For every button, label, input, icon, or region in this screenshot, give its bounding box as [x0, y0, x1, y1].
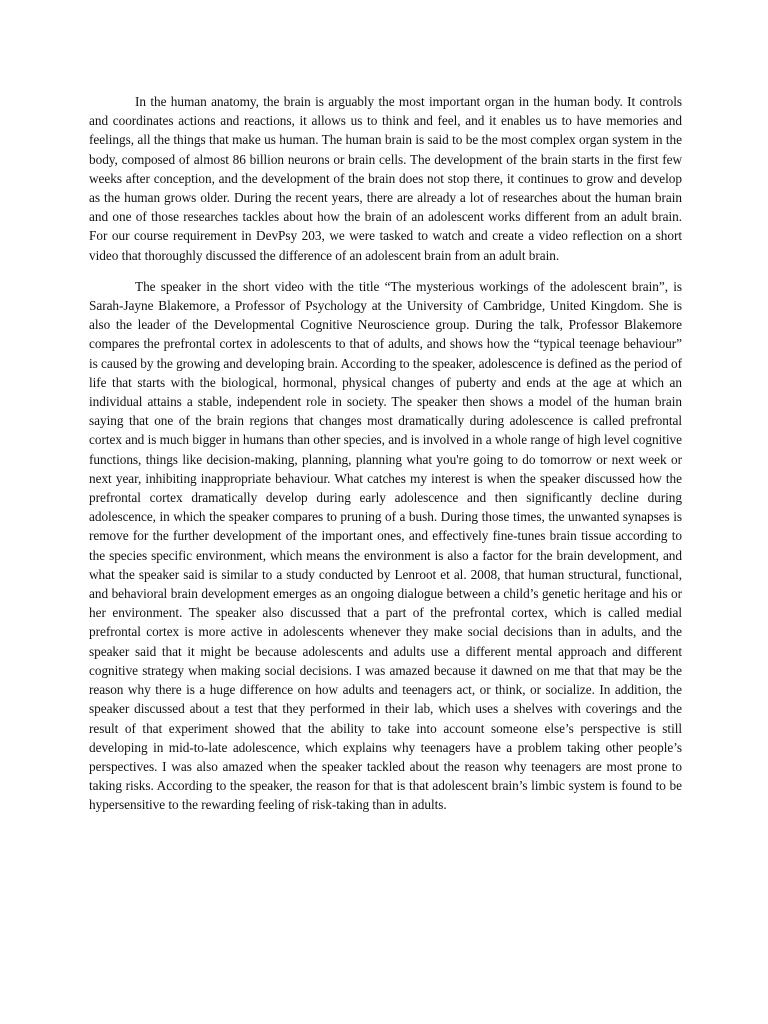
paragraph-1: In the human anatomy, the brain is arguably the most important organ in the human body. It controls and coordinates actions and reactions, it allows us to think and feel, and it enables us to have memories and feelings, all the things that make us human. The human brain is said to be the most complex organ system in the body, composed of almost 86 billion neurons or brain cells. The development of the brain starts in the first few weeks after conception, and the development of the brain does not stop there, it continues to grow and develop as the human grows older. During the recent years, there are already a lot of researches about the human brain and one of those researches tackles about how the brain of an adolescent works different from an adult brain. For our course requirement in DevPsy 203, we were tasked to watch and create a video reflection on a short video that thoroughly discussed the difference of an adolescent brain from an adult brain.	[89, 94, 682, 263]
paragraph-2: The speaker in the short video with the title “The mysterious workings of the adolescent brain”, is Sarah-Jayne Blakemore, a Professor of Psychology at the University of Cambridge, United Kingdom. She is also the leader of the Developmental Cognitive Neuroscience group. During the talk, Professor Blakemore compares the prefrontal cortex in adolescents to that of adults, and shows how the “typical teenage behaviour” is caused by the growing and developing brain. According to the speaker, adolescence is defined as the period of life that starts with the biological, hormonal, physical changes of puberty and ends at the age at which an individual attains a stable, independent role in society. The speaker then shows a model of the human brain saying that one of the brain regions that changes most dramatically during adolescence is called prefrontal cortex and is much bigger in humans than other species, and is involved in a whole range of high level cognitive functions, things like decision-making, planning, planning what you're going to do tomorrow or next week or next year, inhibiting inappropriate behaviour. What catches my interest is when the speaker discussed how the prefrontal cortex dramatically develop during early adolescence and then significantly decline during adolescence, in which the speaker compares to pruning of a bush. During those times, the unwanted synapses is remove for the further development of the important ones, and effectively fine-tunes brain tissue according to the species specific environment, which means the environment is also a factor for the brain development, and what the speaker said is similar to a study conducted by Lenroot et al. 2008, that human structural, functional, and behavioral brain development emerges as an ongoing dialogue between a child’s genetic heritage and his or her environment. The speaker also discussed that a part of the prefrontal cortex, which is called medial prefrontal cortex is more active in adolescents whenever they make social decisions than in adults, and the speaker said that it might be because adolescents and adults use a different mental approach and different cognitive strategy when making social decisions. I was amazed because it dawned on me that that may be the reason why there is a huge difference on how adults and teenagers act, or think, or socialize. In addition, the speaker discussed about a test that they performed in their lab, which uses a shelves with coverings and the result of that experiment showed that the ability to take into account someone else’s perspective is still developing in mid-to-late adolescence, which explains why teenagers have a problem taking other people’s perspectives. I was also amazed when the speaker tackled about the reason why teenagers are most prone to taking risks. According to the speaker, the reason for that is that adolescent brain’s limbic system is found to be hypersensitive to the rewarding feeling of risk-taking than in adults.	[89, 278, 682, 813]
